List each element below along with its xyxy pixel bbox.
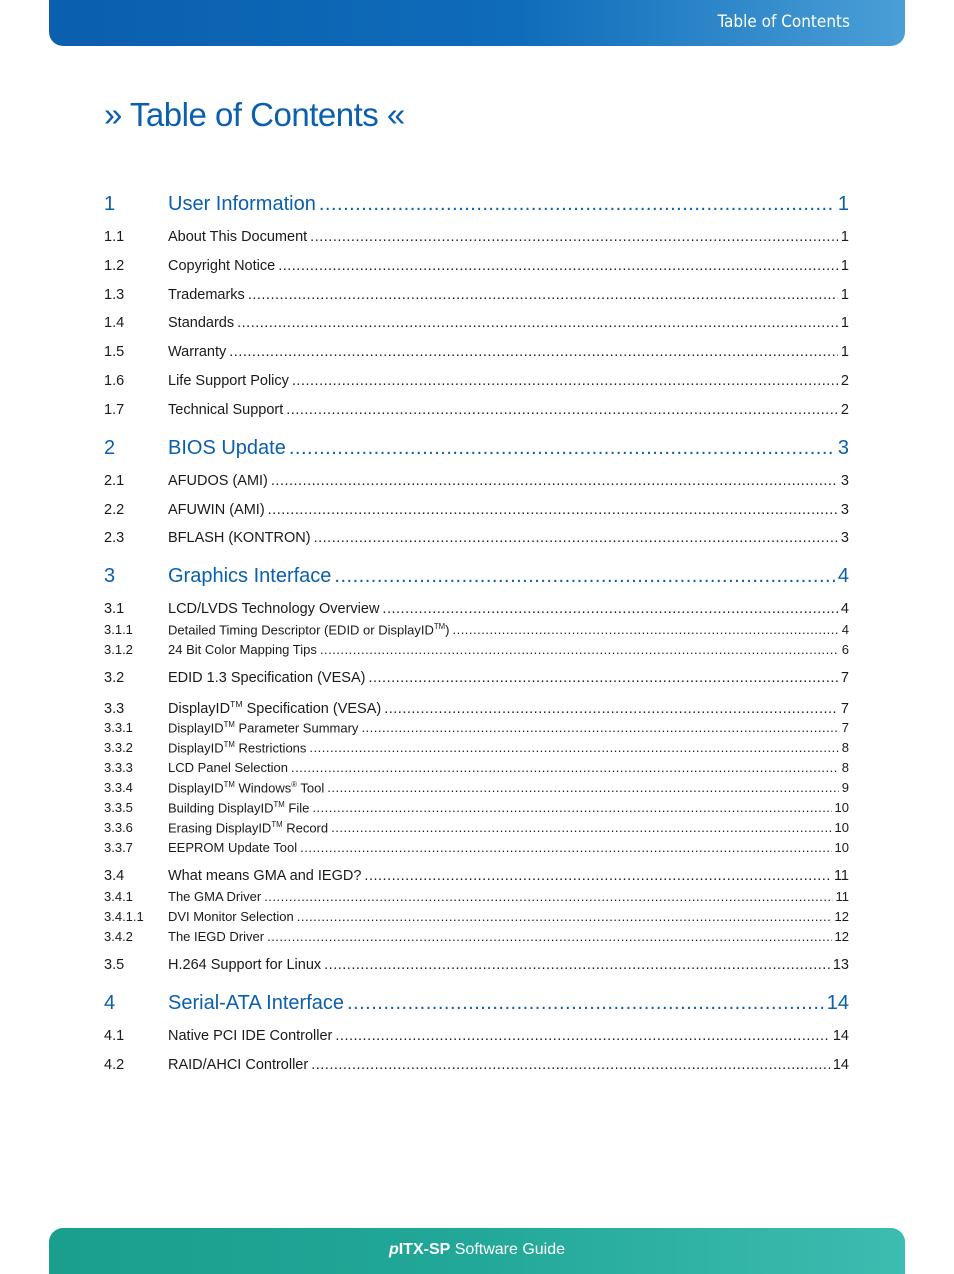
toc-page-number: 1	[840, 315, 849, 331]
dot-leader	[312, 800, 831, 815]
toc-entry[interactable]	[104, 820, 849, 835]
toc-label: LCD Panel Selection	[168, 760, 288, 775]
toc-entry[interactable]	[104, 437, 849, 460]
dot-leader	[309, 740, 838, 755]
toc-entry[interactable]	[104, 800, 849, 815]
toc-page-number: 7	[840, 670, 849, 686]
dot-leader	[319, 193, 835, 216]
toc-entry[interactable]	[104, 193, 849, 216]
toc-page-number: 3	[837, 437, 849, 459]
toc-number: 3.3.2	[104, 740, 133, 756]
toc-label: Warranty	[168, 344, 227, 360]
toc-label: BFLASH (KONTRON)	[168, 530, 311, 546]
toc-number: 1.6	[104, 373, 125, 389]
toc-page-number: 6	[841, 642, 849, 657]
toc-number: 1.4	[104, 315, 125, 331]
toc-entry[interactable]	[104, 344, 849, 360]
toc-page-number: 8	[841, 760, 849, 775]
product-name	[389, 1241, 450, 1258]
dot-leader	[248, 287, 838, 303]
toc-label: Life Support Policy	[168, 373, 289, 389]
toc-entry[interactable]	[104, 840, 849, 855]
toc-label: 24 Bit Color Mapping Tips	[168, 642, 317, 657]
toc-page-number: 1	[840, 344, 849, 360]
toc-label: DisplayID™ Windows® Tool	[168, 780, 325, 796]
toc-entry[interactable]	[104, 622, 849, 637]
toc-label: About This Document	[168, 229, 308, 245]
dot-leader	[286, 402, 838, 418]
toc-page-number: 3	[840, 502, 849, 518]
toc-label: Building DisplayID™ File	[168, 800, 310, 816]
toc-entry[interactable]	[104, 699, 849, 717]
toc-page-number: 10	[834, 840, 849, 855]
toc-label: Serial-ATA Interface	[168, 992, 344, 1014]
toc-entry[interactable]	[104, 929, 849, 944]
toc-entry[interactable]	[104, 565, 849, 588]
toc-page-number: 3	[840, 530, 849, 546]
toc-number: 1.1	[104, 229, 125, 245]
dot-leader	[289, 437, 835, 460]
toc-label: Trademarks	[168, 287, 245, 303]
toc-number: 3.2	[104, 670, 125, 686]
toc-page-number: 14	[832, 1028, 849, 1044]
toc-label: DVI Monitor Selection	[168, 909, 294, 924]
footer-text	[49, 1241, 905, 1259]
toc-number: 3.1	[104, 601, 125, 617]
toc-label: Graphics Interface	[168, 565, 332, 587]
toc-label: EDID 1.3 Specification (VESA)	[168, 670, 366, 686]
toc-page-number: 7	[841, 720, 849, 736]
toc-label: The GMA Driver	[168, 889, 262, 904]
toc-number: 3.4.2	[104, 929, 133, 944]
page-title: » Table of Contents «	[104, 96, 405, 133]
toc-page-number: 1	[840, 258, 849, 274]
toc-entry[interactable]	[104, 530, 849, 546]
toc-label: DisplayID™ Restrictions	[168, 740, 307, 756]
toc-page-number: 2	[840, 373, 849, 389]
dot-leader	[324, 957, 830, 973]
toc-number: 3.3.5	[104, 800, 133, 816]
toc-page-number: 8	[841, 740, 849, 756]
toc-page-number: 7	[840, 700, 849, 717]
product-model: ITX-SP	[398, 1241, 451, 1258]
toc-number: 3.5	[104, 957, 125, 973]
dot-leader	[237, 315, 838, 331]
toc-label: RAID/AHCI Controller	[168, 1057, 309, 1073]
dot-leader	[297, 909, 832, 924]
toc-label: LCD/LVDS Technology Overview	[168, 601, 380, 617]
toc-page-number: 13	[832, 957, 849, 973]
dot-leader	[331, 820, 831, 835]
dot-leader	[314, 530, 838, 546]
dot-leader	[310, 229, 838, 245]
toc-entry[interactable]	[104, 909, 849, 924]
toc-entry[interactable]	[104, 258, 849, 274]
toc-number: 3.1.1	[104, 622, 133, 638]
toc-label: AFUWIN (AMI)	[168, 502, 265, 518]
toc-label: Native PCI IDE Controller	[168, 1028, 333, 1044]
toc-number: 3.3.4	[104, 780, 133, 796]
toc-label: AFUDOS (AMI)	[168, 473, 268, 489]
toc-number: 3.4.1	[104, 889, 133, 904]
toc-number: 3.4.1.1	[104, 909, 144, 924]
toc-number: 3.3	[104, 700, 125, 717]
toc-number: 3.1.2	[104, 642, 133, 657]
toc-page-number: 4	[841, 622, 849, 638]
toc-entry[interactable]	[104, 502, 849, 518]
toc-entry[interactable]	[104, 889, 849, 904]
dot-leader	[347, 992, 824, 1015]
toc-number: 4	[104, 992, 116, 1014]
toc-entry[interactable]	[104, 670, 849, 686]
toc-number: 2.2	[104, 502, 125, 518]
toc-entry[interactable]	[104, 720, 849, 735]
dot-leader	[267, 929, 831, 944]
toc-page-number: 1	[840, 229, 849, 245]
toc-number: 2	[104, 437, 116, 459]
dot-leader	[291, 760, 839, 775]
toc-entry[interactable]	[104, 1057, 849, 1073]
toc-page-number: 12	[834, 929, 849, 944]
toc-page-number: 12	[834, 909, 849, 924]
toc-entry[interactable]	[104, 760, 849, 775]
toc-label: DisplayID™ Parameter Summary	[168, 720, 359, 736]
toc-label: DisplayID™ Specification (VESA)	[168, 699, 382, 717]
toc-entry[interactable]	[104, 992, 849, 1015]
toc-label: The IEGD Driver	[168, 929, 265, 944]
toc-label: User Information	[168, 193, 316, 215]
toc-entry[interactable]	[104, 473, 849, 489]
toc-entry[interactable]	[104, 780, 849, 795]
guide-label: Software Guide	[450, 1241, 566, 1258]
toc-entry[interactable]	[104, 868, 849, 884]
toc-number: 1.7	[104, 402, 125, 418]
toc-number: 3.3.6	[104, 820, 133, 836]
toc-page-number: 1	[840, 287, 849, 303]
toc-label: Technical Support	[168, 402, 284, 418]
dot-leader	[382, 601, 838, 617]
toc-entry[interactable]	[104, 402, 849, 418]
toc-page-number: 4	[840, 601, 849, 617]
toc-number: 1.3	[104, 287, 125, 303]
toc-page-number: 11	[835, 889, 849, 904]
dot-leader	[268, 502, 838, 518]
toc-entry[interactable]	[104, 740, 849, 755]
toc-number: 1	[104, 193, 116, 215]
product-prefix: p	[388, 1241, 399, 1258]
toc-number: 1.5	[104, 344, 125, 360]
dot-leader	[271, 473, 838, 489]
dot-leader	[320, 642, 839, 657]
dot-leader	[334, 565, 834, 588]
dot-leader	[311, 1057, 830, 1073]
toc-page-number: 2	[840, 402, 849, 418]
toc-entry[interactable]	[104, 315, 849, 331]
toc-page-number: 14	[826, 992, 849, 1014]
dot-leader	[229, 344, 838, 360]
dot-leader	[364, 868, 831, 884]
toc-number: 2.3	[104, 530, 125, 546]
toc-label: What means GMA and IEGD?	[168, 868, 362, 884]
dot-leader	[327, 780, 839, 795]
dot-leader	[292, 373, 838, 389]
toc-label: Copyright Notice	[168, 258, 276, 274]
toc-entry[interactable]	[104, 601, 849, 617]
toc-number: 4.2	[104, 1057, 125, 1073]
toc-entry[interactable]	[104, 642, 849, 657]
header-title: Table of Contents	[717, 12, 850, 32]
toc-label: BIOS Update	[168, 437, 286, 459]
toc-number: 3.3.3	[104, 760, 133, 775]
toc-page-number: 11	[833, 868, 849, 884]
footer-bar	[49, 1228, 905, 1274]
toc-label: Erasing DisplayID™ Record	[168, 820, 329, 836]
toc-number: 1.2	[104, 258, 125, 274]
toc-number: 3	[104, 565, 116, 587]
header-bar	[49, 0, 905, 46]
toc-number: 3.3.1	[104, 720, 133, 736]
dot-leader	[452, 622, 838, 637]
dot-leader	[361, 720, 838, 735]
toc-number: 3.4	[104, 868, 125, 884]
toc-page-number: 10	[834, 800, 849, 816]
toc-number: 4.1	[104, 1028, 125, 1044]
dot-leader	[278, 258, 838, 274]
toc-page-number: 4	[837, 565, 849, 587]
toc-number: 2.1	[104, 473, 125, 489]
toc-number: 3.3.7	[104, 840, 133, 855]
dot-leader	[335, 1028, 829, 1044]
toc-page-number: 10	[834, 820, 849, 836]
dot-leader	[300, 840, 831, 855]
toc-entry[interactable]	[104, 957, 849, 973]
toc-page-number: 14	[832, 1057, 849, 1073]
toc-page-number: 9	[841, 780, 849, 796]
toc-entry[interactable]	[104, 1028, 849, 1044]
toc-label: H.264 Support for Linux	[168, 957, 322, 973]
dot-leader	[264, 889, 832, 904]
toc-page-number: 1	[837, 193, 849, 215]
toc-page-number: 3	[840, 473, 849, 489]
toc-entry[interactable]	[104, 373, 849, 389]
toc-label: EEPROM Update Tool	[168, 840, 298, 855]
toc-label: Standards	[168, 315, 235, 331]
toc-label: Detailed Timing Descriptor (EDID or DisplayID™)	[168, 622, 450, 638]
toc-entry[interactable]	[104, 287, 849, 303]
dot-leader	[368, 670, 837, 686]
dot-leader	[384, 701, 838, 717]
toc-entry[interactable]	[104, 229, 849, 245]
